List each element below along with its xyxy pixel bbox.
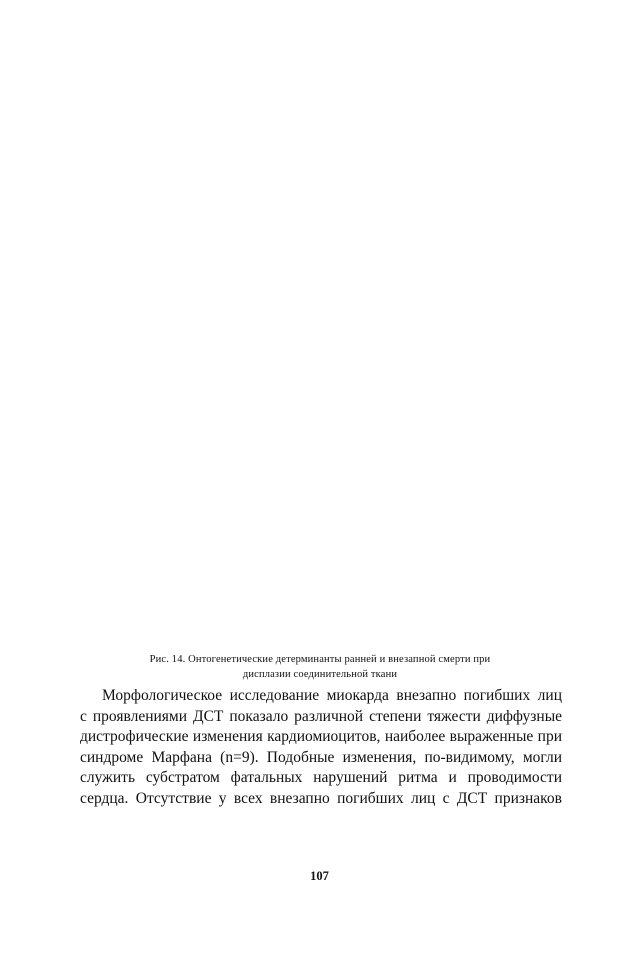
paragraph-line: служить субстратом фатальных нарушений ритма и проводимости bbox=[80, 769, 562, 786]
figure-caption bbox=[80, 652, 560, 682]
caption-line: Рис. 14. Онтогенетические детерминанты ранней и внезапной смерти при bbox=[149, 654, 491, 665]
paragraph-line: синдроме Марфана (n=9). Подобные изменения, по-видимому, могли bbox=[80, 748, 562, 766]
caption-line: дисплазии соединительной ткани bbox=[242, 669, 398, 680]
page-number: 107 bbox=[310, 869, 329, 883]
figure-area bbox=[80, 60, 560, 640]
paragraph-line: с проявлениями ДСТ показало различной степени тяжести диффузные bbox=[80, 707, 562, 725]
body-paragraph bbox=[80, 686, 562, 809]
paragraph-line: Морфологическое исследование миокарда внезапно погибших лиц bbox=[102, 687, 562, 704]
paragraph-line: сердца. Отсутствие у всех внезапно погибших лиц с ДСТ признаков bbox=[80, 789, 562, 807]
paragraph-line: дистрофические изменения кардиомиоцитов, наиболее выраженные при bbox=[80, 728, 562, 745]
